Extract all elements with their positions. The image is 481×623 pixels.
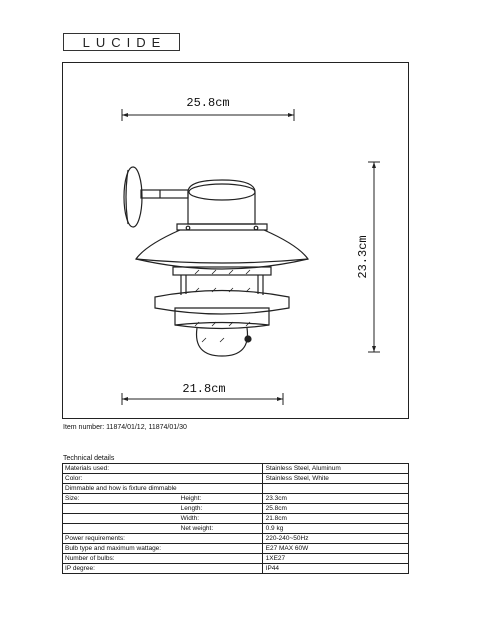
table-row (63, 464, 409, 474)
table-row (63, 504, 409, 514)
spec-value: IP44 (262, 564, 408, 574)
table-row (63, 494, 409, 504)
item-number: Item number: 11874/01/12, 11874/01/30 (63, 424, 187, 431)
spec-label: Bulb type and maximum wattage: (63, 544, 179, 554)
spec-sublabel: Width: (179, 514, 263, 524)
table-row (63, 514, 409, 524)
spec-label: IP degree: (63, 564, 179, 574)
spec-sublabel: Height: (179, 494, 263, 504)
width-top-dimension (122, 96, 294, 121)
spec-value: 220-240~50Hz (262, 534, 408, 544)
spec-sublabel: Net weight: (179, 524, 263, 534)
table-row (63, 474, 409, 484)
spec-sublabel (179, 484, 263, 494)
spec-label: Dimmable and how is fixture dimmable (63, 484, 179, 494)
spec-label: Color: (63, 474, 179, 484)
width-top-label: 25.8cm (186, 96, 230, 110)
product-drawing (62, 62, 409, 419)
spec-value: 1XE27 (262, 554, 408, 564)
table-row (63, 554, 409, 564)
width-bottom-dimension (122, 382, 283, 405)
spec-sublabel (179, 544, 263, 554)
spec-sublabel (179, 554, 263, 564)
height-dimension (356, 162, 380, 352)
spec-label: Power requirements: (63, 534, 179, 544)
spec-value: Stainless Steel, Aluminum (262, 464, 408, 474)
spec-label (63, 514, 179, 524)
logo-text: LUCIDE (82, 34, 167, 50)
spec-label: Size: (63, 494, 179, 504)
spec-value: 23.3cm (262, 494, 408, 504)
lucide-logo (63, 33, 180, 51)
spec-label: Number of bulbs: (63, 554, 179, 564)
lamp-illustration (124, 167, 308, 356)
table-row (63, 534, 409, 544)
table-row (63, 564, 409, 574)
spec-label: Materials used: (63, 464, 179, 474)
spec-sublabel: Length: (179, 504, 263, 514)
spec-value: 21.8cm (262, 514, 408, 524)
spec-sublabel (179, 474, 263, 484)
table-row (63, 544, 409, 554)
height-label: 23.3cm (356, 235, 370, 279)
technical-details-title: Technical details (63, 455, 115, 462)
spec-sublabel (179, 564, 263, 574)
spec-sublabel (179, 534, 263, 544)
width-bottom-label: 21.8cm (182, 382, 226, 396)
spec-value: 0.9 kg (262, 524, 408, 534)
spec-value: E27 MAX 60W (262, 544, 408, 554)
spec-sublabel (179, 464, 263, 474)
table-row (63, 484, 409, 494)
spec-value: Stainless Steel, White (262, 474, 408, 484)
table-row (63, 524, 409, 534)
technical-details-table (62, 463, 409, 574)
spec-label (63, 504, 179, 514)
spec-value: 25.8cm (262, 504, 408, 514)
spec-value (262, 484, 408, 494)
spec-label (63, 524, 179, 534)
